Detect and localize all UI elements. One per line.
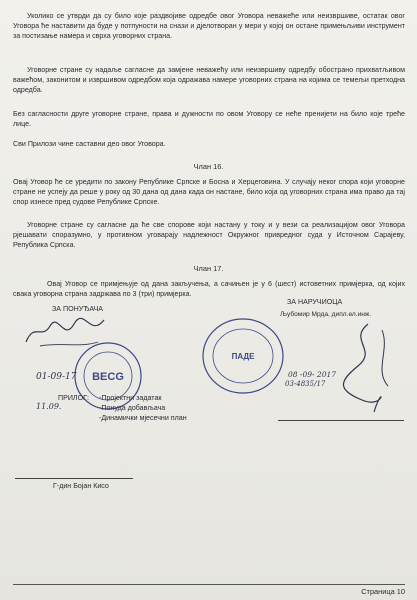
handwritten-date-left: 01-09-17 [36, 372, 77, 382]
supplier-title: ЗА ПОНУЂАЧА [52, 305, 104, 313]
paragraph-annexes [13, 140, 405, 150]
handwritten-date-right: 08 -09- 2017 [288, 370, 337, 379]
paragraph-assignment [13, 110, 405, 130]
paragraph-severability [13, 12, 405, 42]
footer-divider [13, 584, 405, 585]
paragraph-governing-law [13, 178, 405, 208]
article-16-heading: Члан 16. [193, 162, 224, 171]
attachments-title: ПРИЛОГ: [58, 394, 89, 402]
client-signature-line [278, 420, 404, 421]
paragraph-disputes [13, 221, 405, 251]
client-stamp [200, 316, 286, 396]
pade-stamp-text: ПАДЕ [231, 352, 255, 361]
paragraph-validity [13, 280, 405, 300]
supplier-signature-line [15, 478, 133, 479]
client-title: ЗА НАРУЧИОЦА [287, 298, 343, 306]
paragraph-replacement-text: Уговорне стране су надаље сагласне да замјене неважећу или неизвршиву одредбу обострано прихватљивом важећом, законитом и извршивом одредбом која одражава намере уговорних страна на којима се темељи претходна одредба. [13, 66, 405, 94]
paragraph-assignment-text: Без сагласности друге уговорне стране, права и дужности по овом Уговору се неће пренијети на било које треће лице. [13, 110, 405, 128]
paragraph-replacement [13, 66, 405, 96]
attachment-item: -Пројектни задатак [99, 394, 162, 402]
client-signature [328, 320, 408, 420]
handwritten-ref-right: 03-4835/17 [285, 380, 326, 388]
client-name: Љубомир Мрда, дипл.ел.инж. [280, 311, 372, 318]
page-number: Страница 10 [361, 587, 405, 596]
paragraph-disputes-text: Уговорне стране су сагласне да ће све спорове који настану у току и у вези са реализацијом овог Уговора рјешавати споразумно, у противном уговарају надлежност Окружног привредног суда у Источном Сарајеву, Република Српска. [13, 221, 405, 249]
paragraph-validity-text: Овај Уговор се примјењује од дана закључења, а сачињен је у 6 (шест) истоветних примјерка, од којих свака уговорна страна задржава по 3 (три) примјерка. [13, 280, 405, 298]
paragraph-annexes-text: Сви Прилози чине саставни део овог Уговора. [13, 140, 166, 148]
paragraph-governing-law-text: Овај Уговор ће се уредити по закону Републике Српске и Босна и Херцеговина. У случају неког спора који уговорне стране не успеју да реше у року од 30 дана од дана када он настане, било која од уговорних страна има право да тај спор изнесе пред судове Републике Српске. [13, 178, 405, 206]
attachment-item: -Понуда добављача [99, 404, 166, 412]
becg-stamp-text: BECG [92, 371, 124, 383]
supplier-name: Г-дин Бојан Кисо [53, 482, 109, 490]
attachment-item: -Динамички мјесечни план [99, 414, 187, 422]
paragraph-severability-text: Уколико се утврди да су било које раздвојиве одредбе овог Уговора неважеће или неизвршиве, остатак овог Уговора ће наставити да буде у потпуности на снази и дјелотворан у мери у којој он остане примењљиви инструмент за постизање намера и сврха уговорних страна. [13, 12, 405, 40]
handwritten-date-left-2: 11.09. [36, 402, 62, 411]
article-17-heading: Члан 17. [193, 264, 224, 273]
